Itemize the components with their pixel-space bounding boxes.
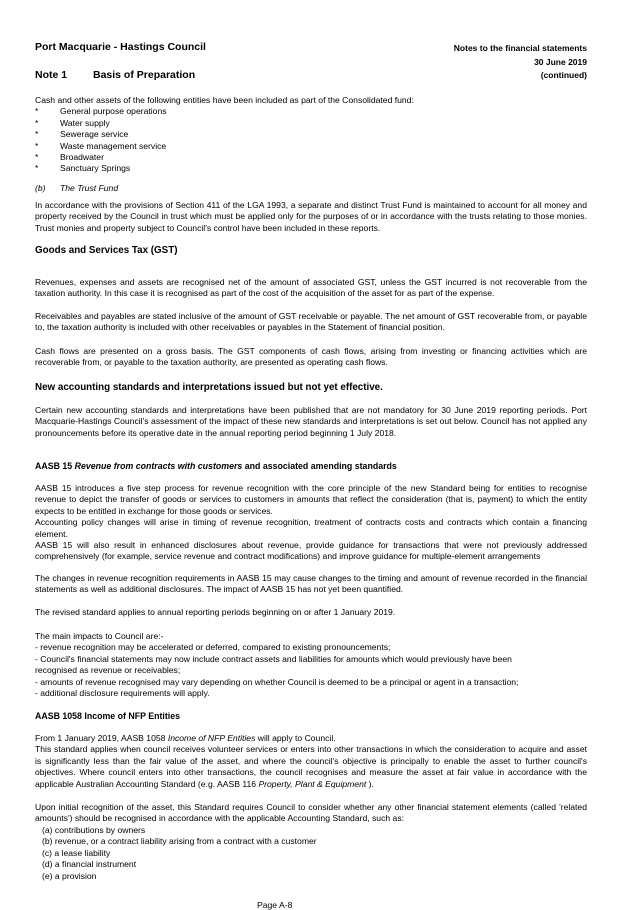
list-item: * General purpose operations: [35, 106, 167, 117]
gst-heading: Goods and Services Tax (GST): [35, 245, 178, 256]
gst-paragraph: Revenues, expenses and assets are recognised net of the amount of associated GST, unless the GST incurred is not recoverable from the taxation authority. In this case it is recognised as part of the cost of the acquisition of the asset for as part of the expense.: [35, 277, 587, 299]
aasb1058-paragraph: Upon initial recognition of the asset, this Standard requires Council to consider whether any other financial statement elements (called 'related amounts') should be recognised in accordance with the applicable Accounting Standard, such as:: [35, 802, 587, 824]
statement-header: [454, 42, 587, 83]
list-item: (c) a lease liability: [42, 847, 111, 858]
aasb15-paragraph: The changes in revenue recognition requirements in AASB 15 may cause changes to the timing and amount of revenue recorded in the financial statements as well as additional disclosures. The impact of AASB 15 has not yet been quantified.: [35, 573, 587, 595]
list-item: - additional disclosure requirements will apply.: [35, 688, 210, 699]
list-item: - amounts of revenue recognised may vary depending on whether Council is deemed to be a principal or agent in a transaction;: [35, 676, 519, 687]
aasb15-paragraph: AASB 15 introduces a five step process for revenue recognition with the core principle of the new Standard being for entities to recognise revenue to depict the transfer of goods or services to customers in amounts that reflect the consideration (that is, payment) to which the entity expects to be entitled in exchange for those goods or services.: [35, 483, 587, 516]
new-standards-heading: New accounting standards and interpretations issued but not yet effective.: [35, 382, 383, 393]
header-date: 30 June 2019: [534, 56, 587, 67]
list-item: (d) a financial instrument: [42, 859, 137, 870]
aasb1058-body: [35, 733, 587, 790]
list-item: * Waste management service: [35, 140, 167, 151]
list-item: * Sewerage service: [35, 129, 129, 140]
aasb1058-paragraph: This standard applies when council receives volunteer services or enters into other transactions in which the consideration to acquire and asset is significantly less than the fair value of the asset, and where the council's objective is principally to enable the asset to further council's objectives. Where council enters into other transactions, the council recognises and measure the asset at fair value in accordance with the applicable Australian Accounting Standard (e.g. AASB 116 Property, Plant & Equipment ).: [35, 744, 587, 789]
new-standards-paragraph: Certain new accounting standards and interpretations have been published that are not mandatory for 30 June 2019 reporting periods. Port Macquarie-Hastings Council's assessment of the impact of these new standards and interpretations is set out below. Council has not applied any pronouncements before its operative date in the annual reporting period beginning 1 July 2018.: [35, 405, 587, 438]
header-title: Notes to the financial statements: [453, 43, 587, 53]
list-item: * Sanctuary Springs: [35, 163, 131, 174]
related-amounts-list: [35, 825, 587, 882]
list-item: * Broadwater: [35, 151, 104, 162]
trust-fund-text: In accordance with the provisions of Section 411 of the LGA 1993, a separate and distinct Trust Fund is maintained to account for all money and property received by the Council in trust which must be applied only for the purposes of or in accordance with the trusts relating to those monies. Trust monies and property subject to Council's control have been included in these reports.: [35, 200, 587, 233]
header-continued: (continued): [540, 70, 587, 80]
aasb15-paragraph: Accounting policy changes will arise in timing of revenue recognition, treatment of contracts costs and contracts which contain a financing element.: [35, 517, 587, 539]
aasb1058-paragraph: From 1 January 2019, AASB 1058 Income of NFP Entities will apply to Council.: [35, 733, 336, 743]
gst-paragraph: Receivables and payables are stated inclusive of the amount of GST receivable or payable. The net amount of GST recoverable from, or payable to, the taxation authority is included with other receivables or payables in the Statement of financial position.: [35, 311, 587, 333]
list-item: - revenue recognition may be accelerated or deferred, compared to existing pronouncements;: [35, 642, 391, 653]
list-item: (e) a provision: [42, 870, 97, 881]
list-item: - Council's financial statements may now include contract assets and liabilities for amounts which would previously have been: [35, 653, 512, 664]
note-title: Basis of Preparation: [93, 69, 196, 81]
list-item: * Water supply: [35, 117, 110, 128]
aasb15-paragraph: AASB 15 will also result in enhanced disclosures about revenue, provide guidance for transactions that were not previously addressed comprehensively (for example, service revenue and contract modifications) and improve guidance for multiple-element arrangements: [35, 540, 587, 562]
impacts-list: [35, 631, 587, 699]
aasb15-body: [35, 483, 587, 563]
page-number: Page A-8: [257, 900, 293, 910]
consolidated-intro: Cash and other assets of the following entities have been included as part of the Consolidated fund:: [35, 95, 414, 105]
trust-fund-heading: (b) The Trust Fund: [35, 183, 119, 193]
gst-paragraph: Cash flows are presented on a gross basis. The GST components of cash flows, arising from investing or financing activities which are recoverable from, or payable to the taxation authority, are presented as operating cash flows.: [35, 346, 587, 368]
aasb15-heading: AASB 15 Revenue from contracts with customers and associated amending standards: [35, 461, 397, 471]
organisation-name: Port Macquarie - Hastings Council: [35, 41, 206, 53]
impacts-intro: The main impacts to Council are:-: [35, 631, 164, 641]
entity-list: [35, 106, 587, 174]
list-item: (a) contributions by owners: [42, 825, 146, 835]
aasb15-paragraph: The revised standard applies to annual reporting periods beginning on or after 1 January 2019.: [35, 607, 396, 617]
list-item: recognised as revenue or receivables;: [35, 665, 181, 676]
consolidated-section: [35, 95, 587, 175]
list-item: (b) revenue, or a contract liability arising from a contract with a customer: [42, 836, 317, 847]
note-number: Note 1: [35, 69, 68, 81]
aasb1058-heading: AASB 1058 Income of NFP Entities: [35, 711, 181, 721]
